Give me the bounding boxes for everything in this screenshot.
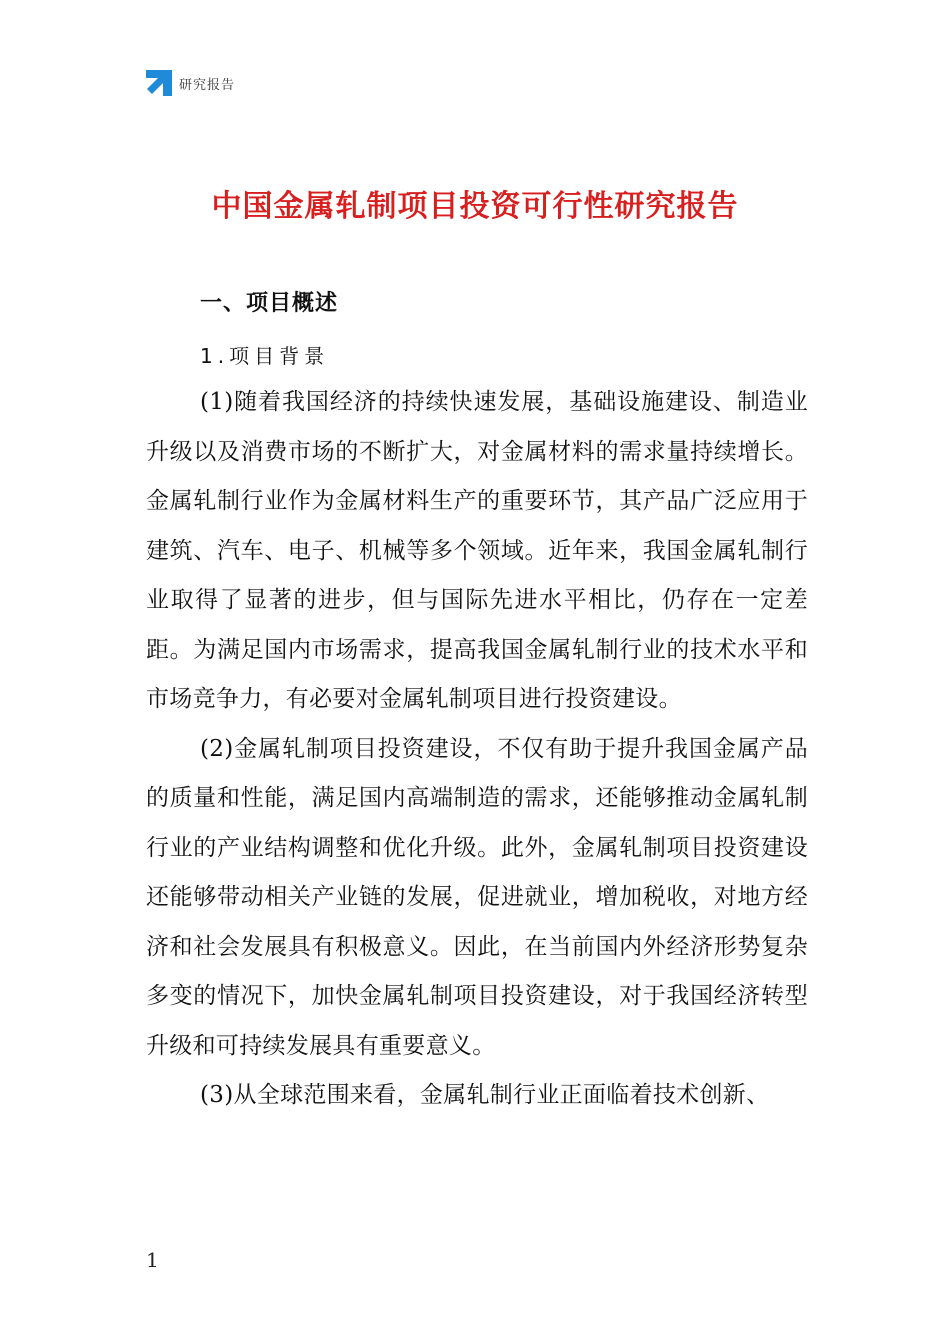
subsection-heading: 1.项目背景	[200, 344, 330, 368]
page-number: 1	[146, 1248, 159, 1272]
paragraph-2: (2)金属轧制项目投资建设，不仅有助于提升我国金属产品的质量和性能，满足国内高端制造的需求，还能够推动金属轧制行业的产业结构调整和优化升级。此外，金属轧制项目投资建设还能够带动相关产业链的发展，促进就业，增加税收，对地方经济和社会发展具有积极意义。因此，在当前国内外经济形势复杂多变的情况下，加快金属轧制项目投资建设，对于我国经济转型升级和可持续发展具有重要意义。	[146, 735, 808, 1059]
paragraph-1: (1)随着我国经济的持续快速发展，基础设施建设、制造业升级以及消费市场的不断扩大，对金属材料的需求量持续增长。金属轧制行业作为金属材料生产的重要环节，其产品广泛应用于建筑、汽车、电子、机械等多个领域。近年来，我国金属轧制行业取得了显著的进步，但与国际先进水平相比，仍存在一定差距。为满足国内市场需求，提高我国金属轧制行业的技术水平和市场竞争力，有必要对金属轧制项目进行投资建设。	[146, 389, 808, 712]
document-title: 中国金属轧制项目投资可行性研究报告	[211, 189, 739, 224]
paragraph-3: (3)从全球范围来看，金属轧制行业正面临着技术创新、	[200, 1082, 770, 1108]
section-heading: 一、项目概述	[200, 291, 339, 316]
header-label: 研究报告	[179, 77, 236, 93]
arrow-logo-icon	[146, 70, 172, 96]
document-body	[146, 378, 808, 1121]
page-header	[146, 68, 235, 98]
